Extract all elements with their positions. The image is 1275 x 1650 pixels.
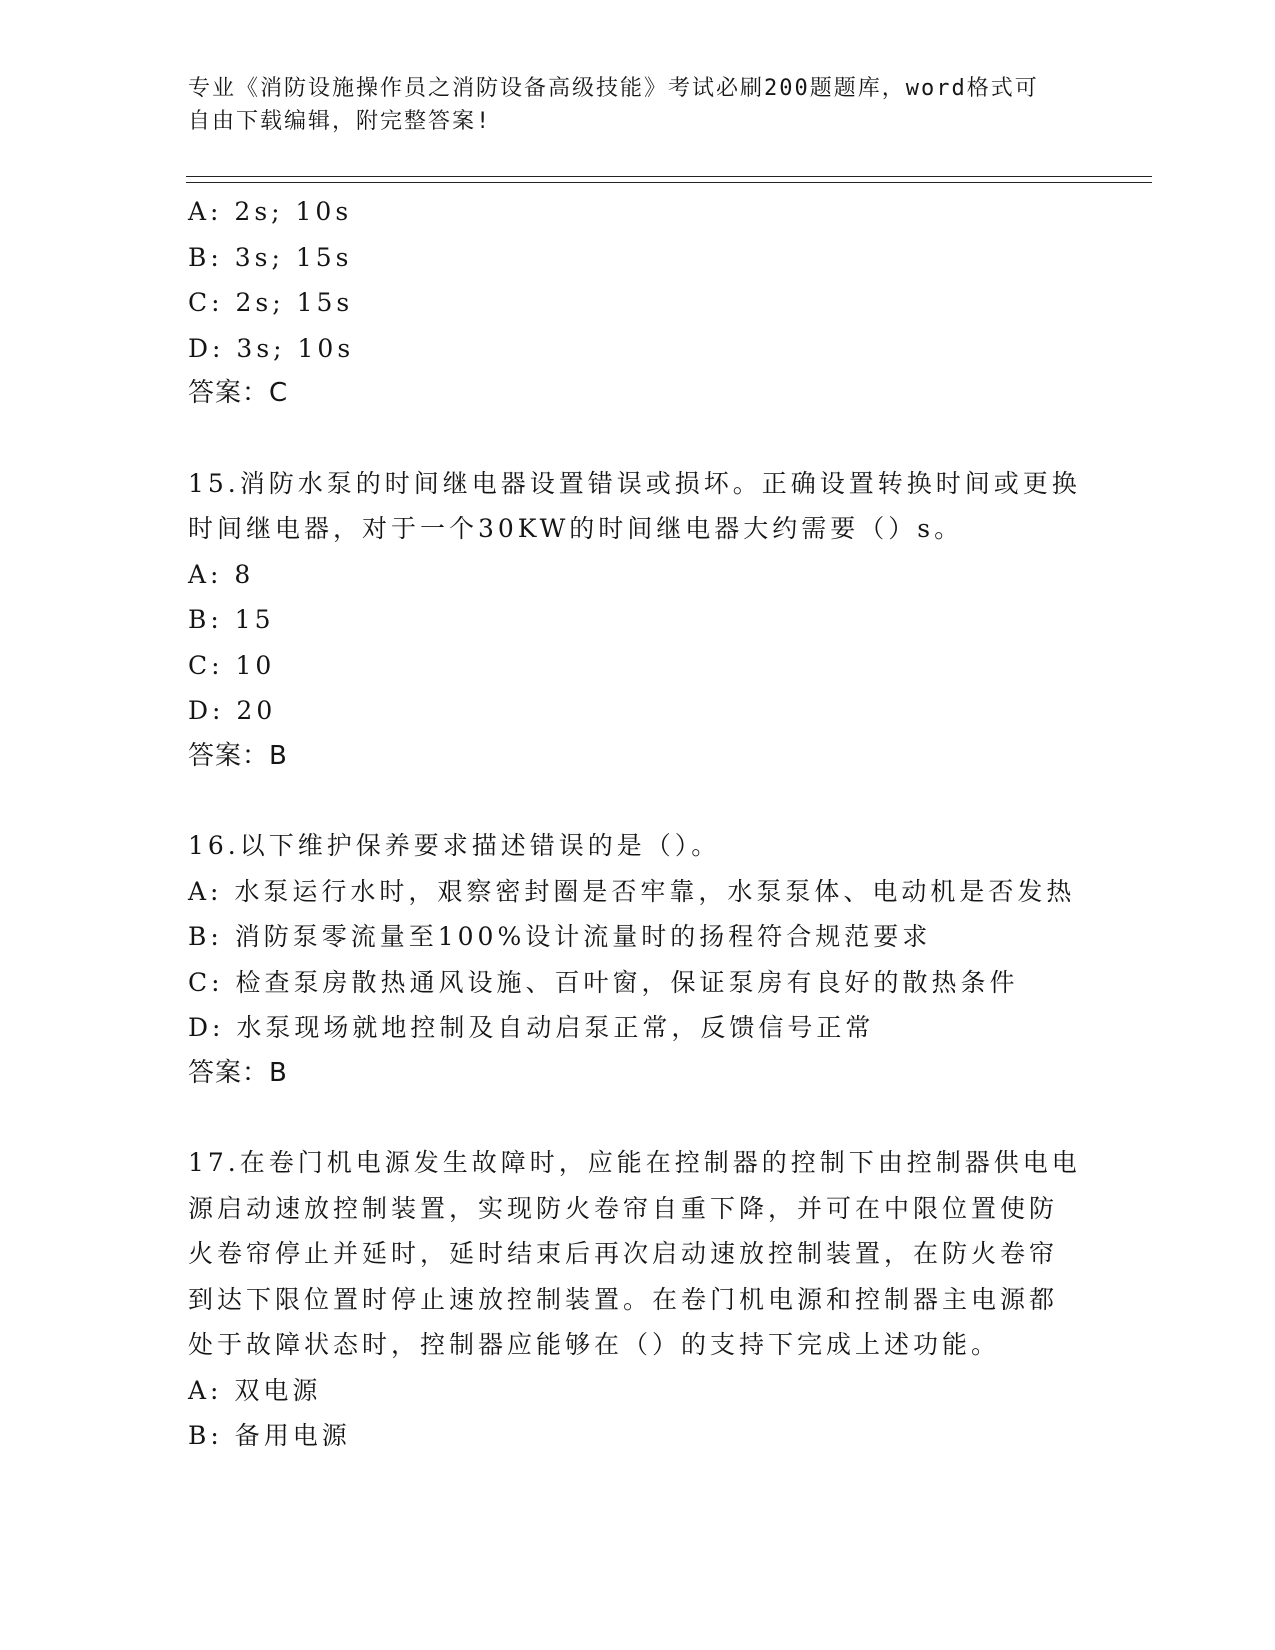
question-list [188, 189, 1088, 1459]
spacer [188, 417, 1088, 461]
question-stem-line: 17.在卷门机电源发生故障时，应能在控制器的控制下由控制器供电电 [188, 1148, 1081, 1177]
document-header [188, 72, 1068, 138]
question-stem-line: 源启动速放控制装置，实现防火卷帘自重下降，并可在中限位置使防 [188, 1193, 1059, 1223]
spacer [188, 779, 1088, 823]
question-stem-line: 处于故障状态时，控制器应能够在（）的支持下完成上述功能。 [188, 1330, 1001, 1359]
question-stem-line: 15.消防水泵的时间继电器设置错误或损坏。正确设置转换时间或更换 [188, 468, 1081, 498]
option-a: A: 8 [188, 559, 255, 589]
question-stem-line: 到达下限位置时停止速放控制装置。在卷门机电源和控制器主电源都 [188, 1284, 1059, 1314]
answer: 答案：C [188, 378, 289, 408]
answer: 答案：B [188, 1057, 288, 1088]
question-16 [188, 823, 1088, 1096]
option-c: C: 10 [188, 650, 276, 680]
question-15 [188, 461, 1088, 780]
header-line-2: 自由下载编辑，附完整答案! [188, 109, 492, 134]
spacer [188, 1096, 1088, 1140]
option-b: B: 15 [188, 605, 275, 634]
option-d: D: 水泵现场就地控制及自动启泵正常，反馈信号正常 [188, 1013, 875, 1042]
option-b: B: 3s; 15s [188, 242, 353, 272]
option-a: A: 2s; 10s [188, 197, 353, 226]
header-divider-bottom [186, 182, 1152, 183]
question-stem-line: 火卷帘停止并延时，延时结束后再次启动速放控制装置，在防火卷帘 [188, 1239, 1059, 1268]
header-divider-top [186, 176, 1152, 177]
option-b: B: 消防泵零流量至100%设计流量时的扬程符合规范要求 [188, 922, 932, 951]
option-d: D: 3s; 10s [188, 333, 355, 363]
option-c: C: 2s; 15s [188, 288, 354, 317]
option-b: B: 备用电源 [188, 1421, 351, 1450]
partial-question [188, 189, 1088, 417]
option-c: C: 检查泵房散热通风设施、百叶窗，保证泵房有良好的散热条件 [188, 967, 1019, 997]
answer: 答案：B [188, 740, 288, 771]
question-stem-line: 16.以下维护保养要求描述错误的是（）。 [188, 831, 721, 860]
header-line-1: 专业《消防设施操作员之消防设备高级技能》考试必刷200题题库，word格式可 [188, 76, 1039, 101]
question-stem-line: 时间继电器，对于一个30KW的时间继电器大约需要（）s。 [188, 514, 964, 543]
option-a: A: 水泵运行水时，艰察密封圈是否牢靠，水泵泵体、电动机是否发热 [188, 876, 1076, 906]
option-a: A: 双电源 [188, 1375, 322, 1405]
question-17 [188, 1140, 1088, 1459]
option-d: D: 20 [188, 696, 277, 725]
